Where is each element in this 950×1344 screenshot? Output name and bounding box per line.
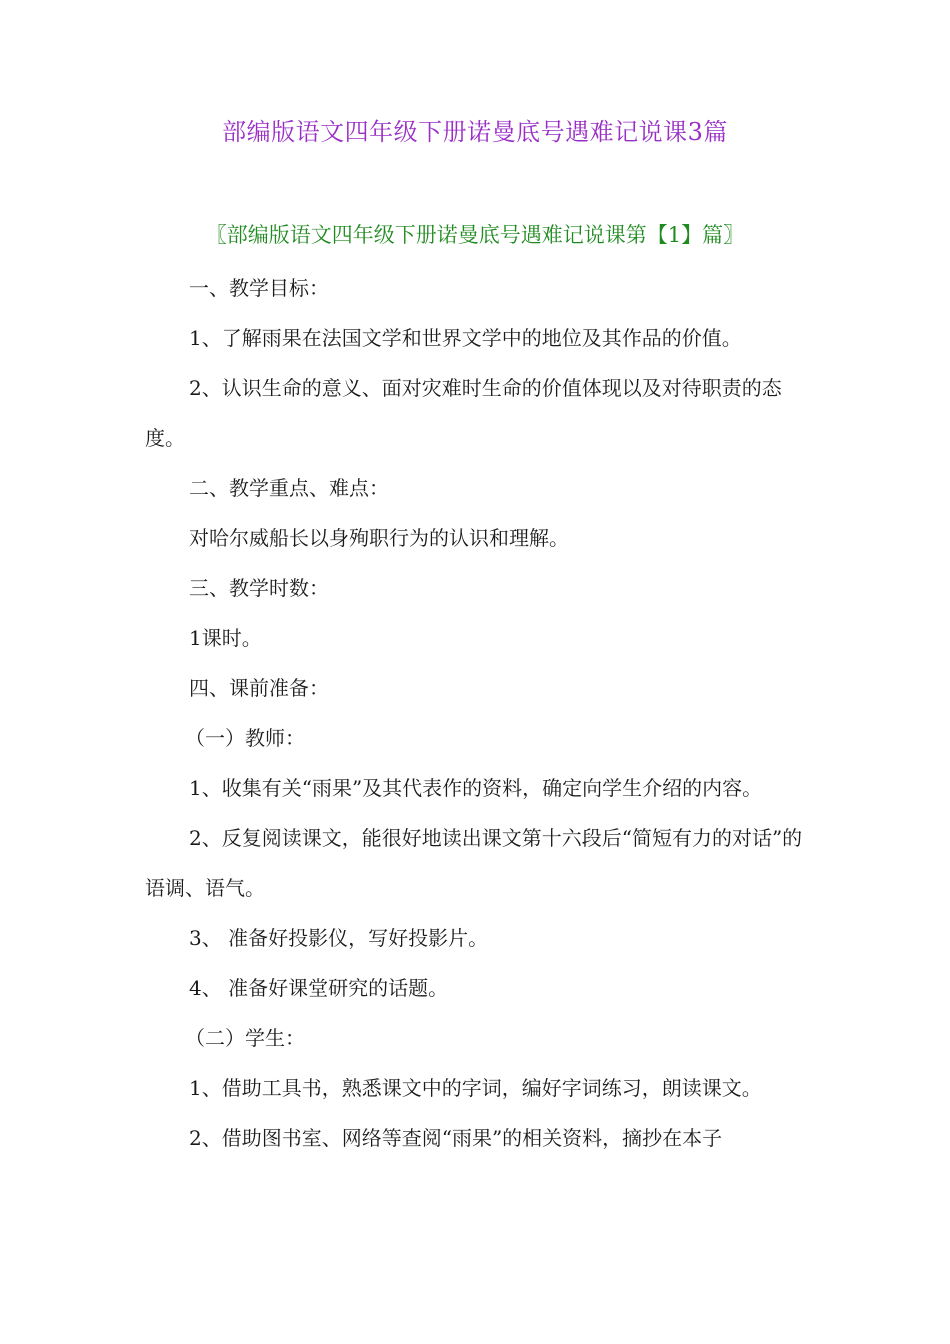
- paragraph: 1、收集有关“雨果”及其代表作的资料，确定向学生介绍的内容。: [189, 776, 763, 800]
- paragraph: 对哈尔威船长以身殉职行为的认识和理解。: [189, 526, 569, 550]
- document-body: [145, 263, 810, 1163]
- paragraph: 2、借助图书室、网络等查阅“雨果”的相关资料，摘抄在本子: [189, 1126, 723, 1150]
- subsection-heading-teacher: （一）教师：: [185, 726, 305, 750]
- section-heading-objectives: 一、教学目标：: [189, 276, 329, 300]
- paragraph: 1、借助工具书，熟悉课文中的字词，编好字词练习，朗读课文。: [189, 1076, 762, 1100]
- section-heading-preparation: 四、课前准备：: [189, 676, 329, 700]
- paragraph: 1、了解雨果在法国文学和世界文学中的地位及其作品的价值。: [189, 326, 742, 350]
- document-title: 部编版语文四年级下册诺曼底号遇难记说课3篇: [222, 118, 728, 146]
- section-heading-key-points: 二、教学重点、难点：: [189, 476, 389, 500]
- subsection-heading-student: （二）学生：: [185, 1026, 305, 1050]
- document-subtitle: 〖部编版语文四年级下册诺曼底号遇难记说课第【1】篇〗: [205, 223, 745, 247]
- paragraph: 2、认识生命的意义、面对灾难时生命的价值体现以及对待职责的态度。: [145, 376, 782, 450]
- paragraph: 2、反复阅读课文，能很好地读出课文第十六段后“简短有力的对话”的语调、语气。: [145, 826, 803, 900]
- paragraph: 1课时。: [189, 626, 262, 650]
- section-heading-class-hours: 三、教学时数：: [189, 576, 329, 600]
- paragraph: 4、 准备好课堂研究的话题。: [189, 976, 449, 1000]
- paragraph: 3、 准备好投影仪，写好投影片。: [189, 926, 489, 950]
